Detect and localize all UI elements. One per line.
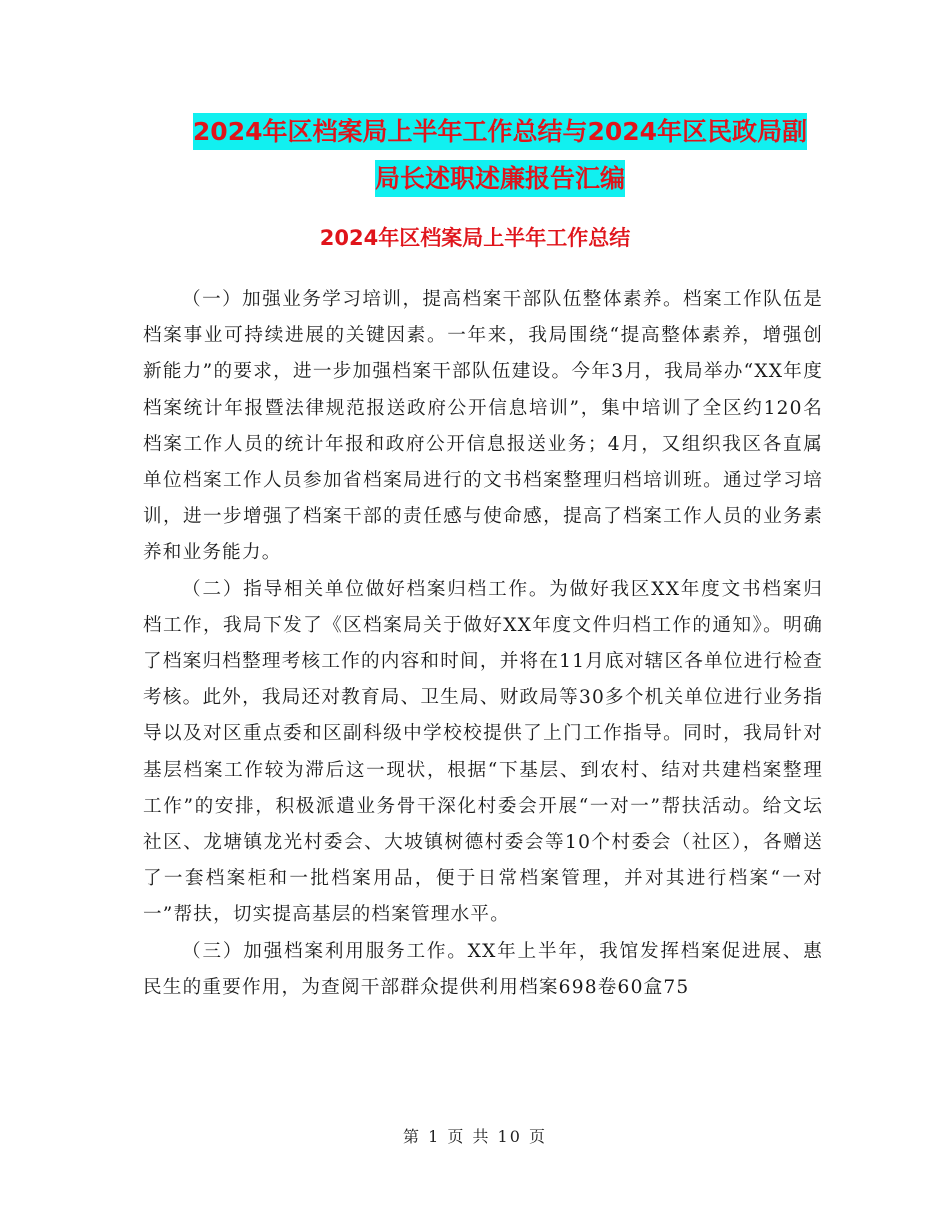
paragraph-1: （一）加强业务学习培训，提高档案干部队伍整体素养。档案工作队伍是档案事业可持续进展的关键因素。一年来，我局围绕“提高整体素养，增强创新能力”的要求，进一步加强档案干部队伍建设。今年3月，我局举办“XX年度档案统计年报暨法律规范报送政府公开信息培训”，集中培训了全区约120名档案工作人员的统计年报和政府公开信息报送业务；4月，又组织我区各直属单位档案工作人员参加省档案局进行的文书档案整理归档培训班。通过学习培训，进一步增强了档案干部的责任感与使命感，提高了档案工作人员的业务素养和业务能力。 — [143, 289, 823, 564]
document-title-line-1 — [140, 108, 860, 156]
title-highlight: 2024年区档案局上半年工作总结与2024年区民政局副 — [193, 113, 807, 150]
title-highlight: 局长述职述廉报告汇编 — [375, 160, 625, 197]
document-body — [143, 282, 823, 1006]
section-title: 2024年区档案局上半年工作总结 — [319, 226, 631, 250]
page-footer: 第 1 页 共 10 页 — [403, 1127, 547, 1146]
document-title-line-2 — [140, 155, 860, 203]
paragraph-2: （二）指导相关单位做好档案归档工作。为做好我区XX年度文书档案归档工作，我局下发了《区档案局关于做好XX年度文件归档工作的通知》。明确了档案归档整理考核工作的内容和时间，并将在11月底对辖区各单位进行检查考核。此外，我局还对教育局、卫生局、财政局等30多个机关单位进行业务指导以及对区重点委和区副科级中学校校提供了上门工作指导。同时，我局针对基层档案工作较为滞后这一现状，根据“下基层、到农村、结对共建档案整理工作”的安排，积极派遣业务骨干深化村委会开展“一对一”帮扶活动。给文坛社区、龙塘镇龙光村委会、大坡镇树德村委会等10个村委会（社区），各赠送了一套档案柜和一批档案用品，便于日常档案管理，并对其进行档案“一对一”帮扶，切实提高基层的档案管理水平。 — [143, 578, 823, 926]
paragraph-3: （三）加强档案利用服务工作。XX年上半年，我馆发挥档案促进展、惠民生的重要作用，为查阅干部群众提供利用档案698卷60盒75 — [143, 940, 823, 998]
